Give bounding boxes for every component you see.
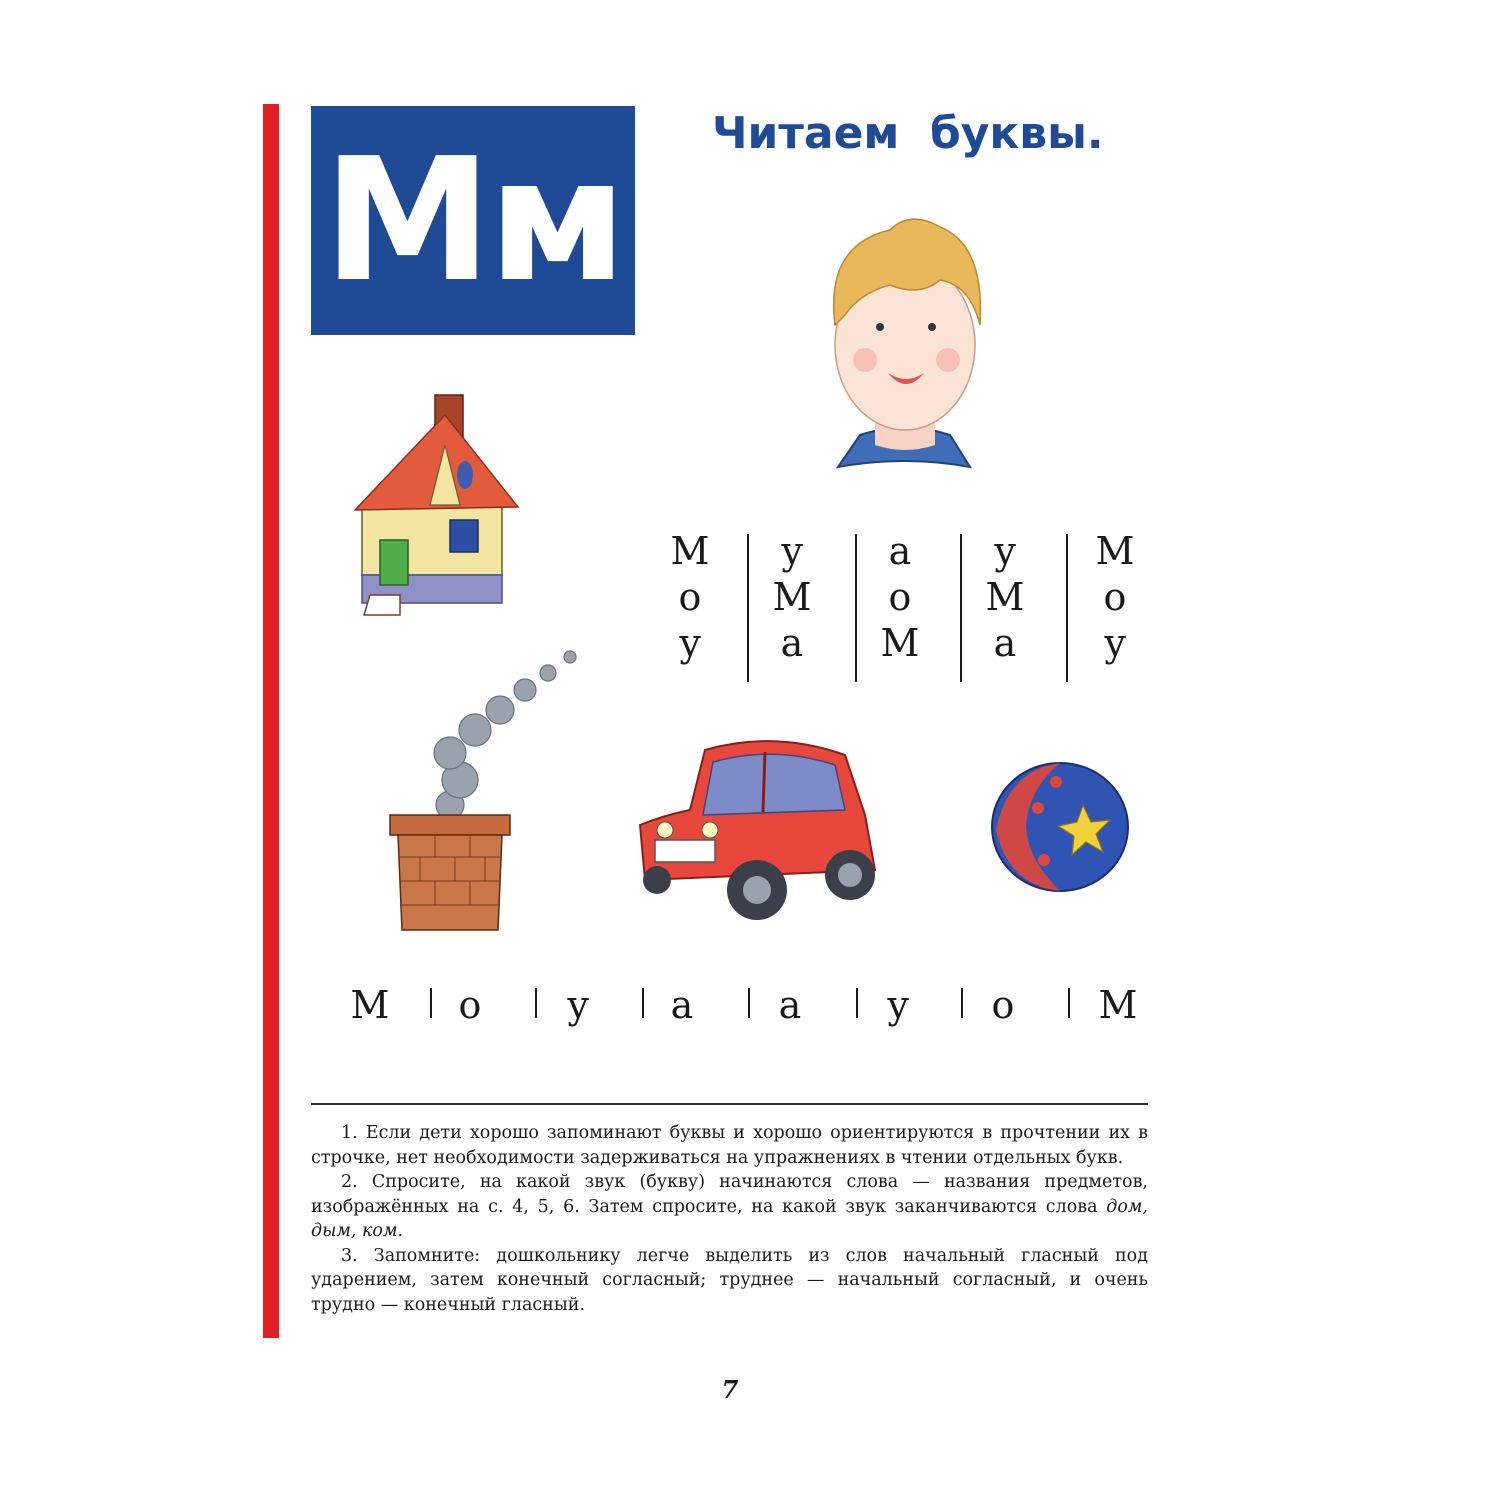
column-divider	[1066, 534, 1068, 682]
letter-column	[655, 528, 725, 666]
note-2-examples: дом, дым, ком.	[311, 1196, 1148, 1241]
letter-title: Мм	[322, 121, 624, 320]
grid-letter: о	[1103, 575, 1127, 619]
column-divider	[747, 534, 749, 682]
grid-letter: у	[678, 621, 702, 665]
letter-column	[1080, 528, 1150, 666]
page-number: 7	[721, 1375, 739, 1404]
row-letter: а	[670, 983, 694, 1027]
row-letter: М	[1098, 983, 1138, 1027]
row-letter: М	[350, 983, 390, 1027]
row-letter: а	[778, 983, 802, 1027]
grid-letter: у	[1103, 621, 1127, 665]
ball-icon	[988, 760, 1133, 895]
row-letter: о	[991, 983, 1015, 1027]
letter-grid	[655, 528, 1155, 665]
note-3: 3. Запомните: дошкольнику легче выделить из слов начальный гласный под ударением, затем конечный согласный; труднее — начальный согласный, и очень трудно — конечный гласный.	[311, 1245, 1148, 1315]
grid-letter: М	[670, 529, 710, 573]
column-divider	[960, 534, 962, 682]
grid-letter: о	[888, 575, 912, 619]
row-divider	[1068, 988, 1070, 1018]
grid-letter: у	[780, 529, 804, 573]
grid-letter: а	[888, 529, 912, 573]
letter-column	[757, 528, 827, 666]
grid-letter: М	[1095, 529, 1135, 573]
letter-column	[970, 528, 1040, 666]
notes-divider	[311, 1103, 1148, 1105]
chimney-smoke-icon	[380, 635, 600, 935]
boy-face-icon	[820, 205, 990, 480]
note-2	[311, 1170, 1148, 1244]
row-letter: у	[566, 983, 590, 1027]
row-divider	[535, 988, 537, 1018]
car-icon	[635, 730, 885, 930]
house-icon	[350, 385, 525, 620]
red-margin-bar	[263, 104, 279, 1338]
letter-title-box	[311, 106, 635, 335]
column-divider	[855, 534, 857, 682]
grid-letter: о	[678, 575, 702, 619]
grid-letter: М	[880, 621, 920, 665]
grid-letter: у	[993, 529, 1017, 573]
teacher-notes	[311, 1121, 1148, 1317]
row-letter: о	[458, 983, 482, 1027]
grid-letter: М	[985, 575, 1025, 619]
grid-letter: а	[780, 621, 804, 665]
grid-letter: а	[993, 621, 1017, 665]
grid-letter: М	[772, 575, 812, 619]
letter-row	[330, 980, 1160, 1030]
row-letter: у	[886, 983, 910, 1027]
page-heading: Читаем буквы.	[712, 108, 1104, 159]
note-2-text: 2. Спросите, на какой звук (букву) начинаются слова — названия предметов, изображённых на с. 4, 5, 6. Затем спросите, на какой звук заканчиваются слова	[311, 1172, 1148, 1217]
letter-column	[865, 528, 935, 666]
note-1: 1. Если дети хорошо запоминают буквы и хорошо ориентируются в прочтении их в строчке, нет необходимости задерживаться на упражнениях в чтении отдельных букв.	[311, 1123, 1148, 1168]
